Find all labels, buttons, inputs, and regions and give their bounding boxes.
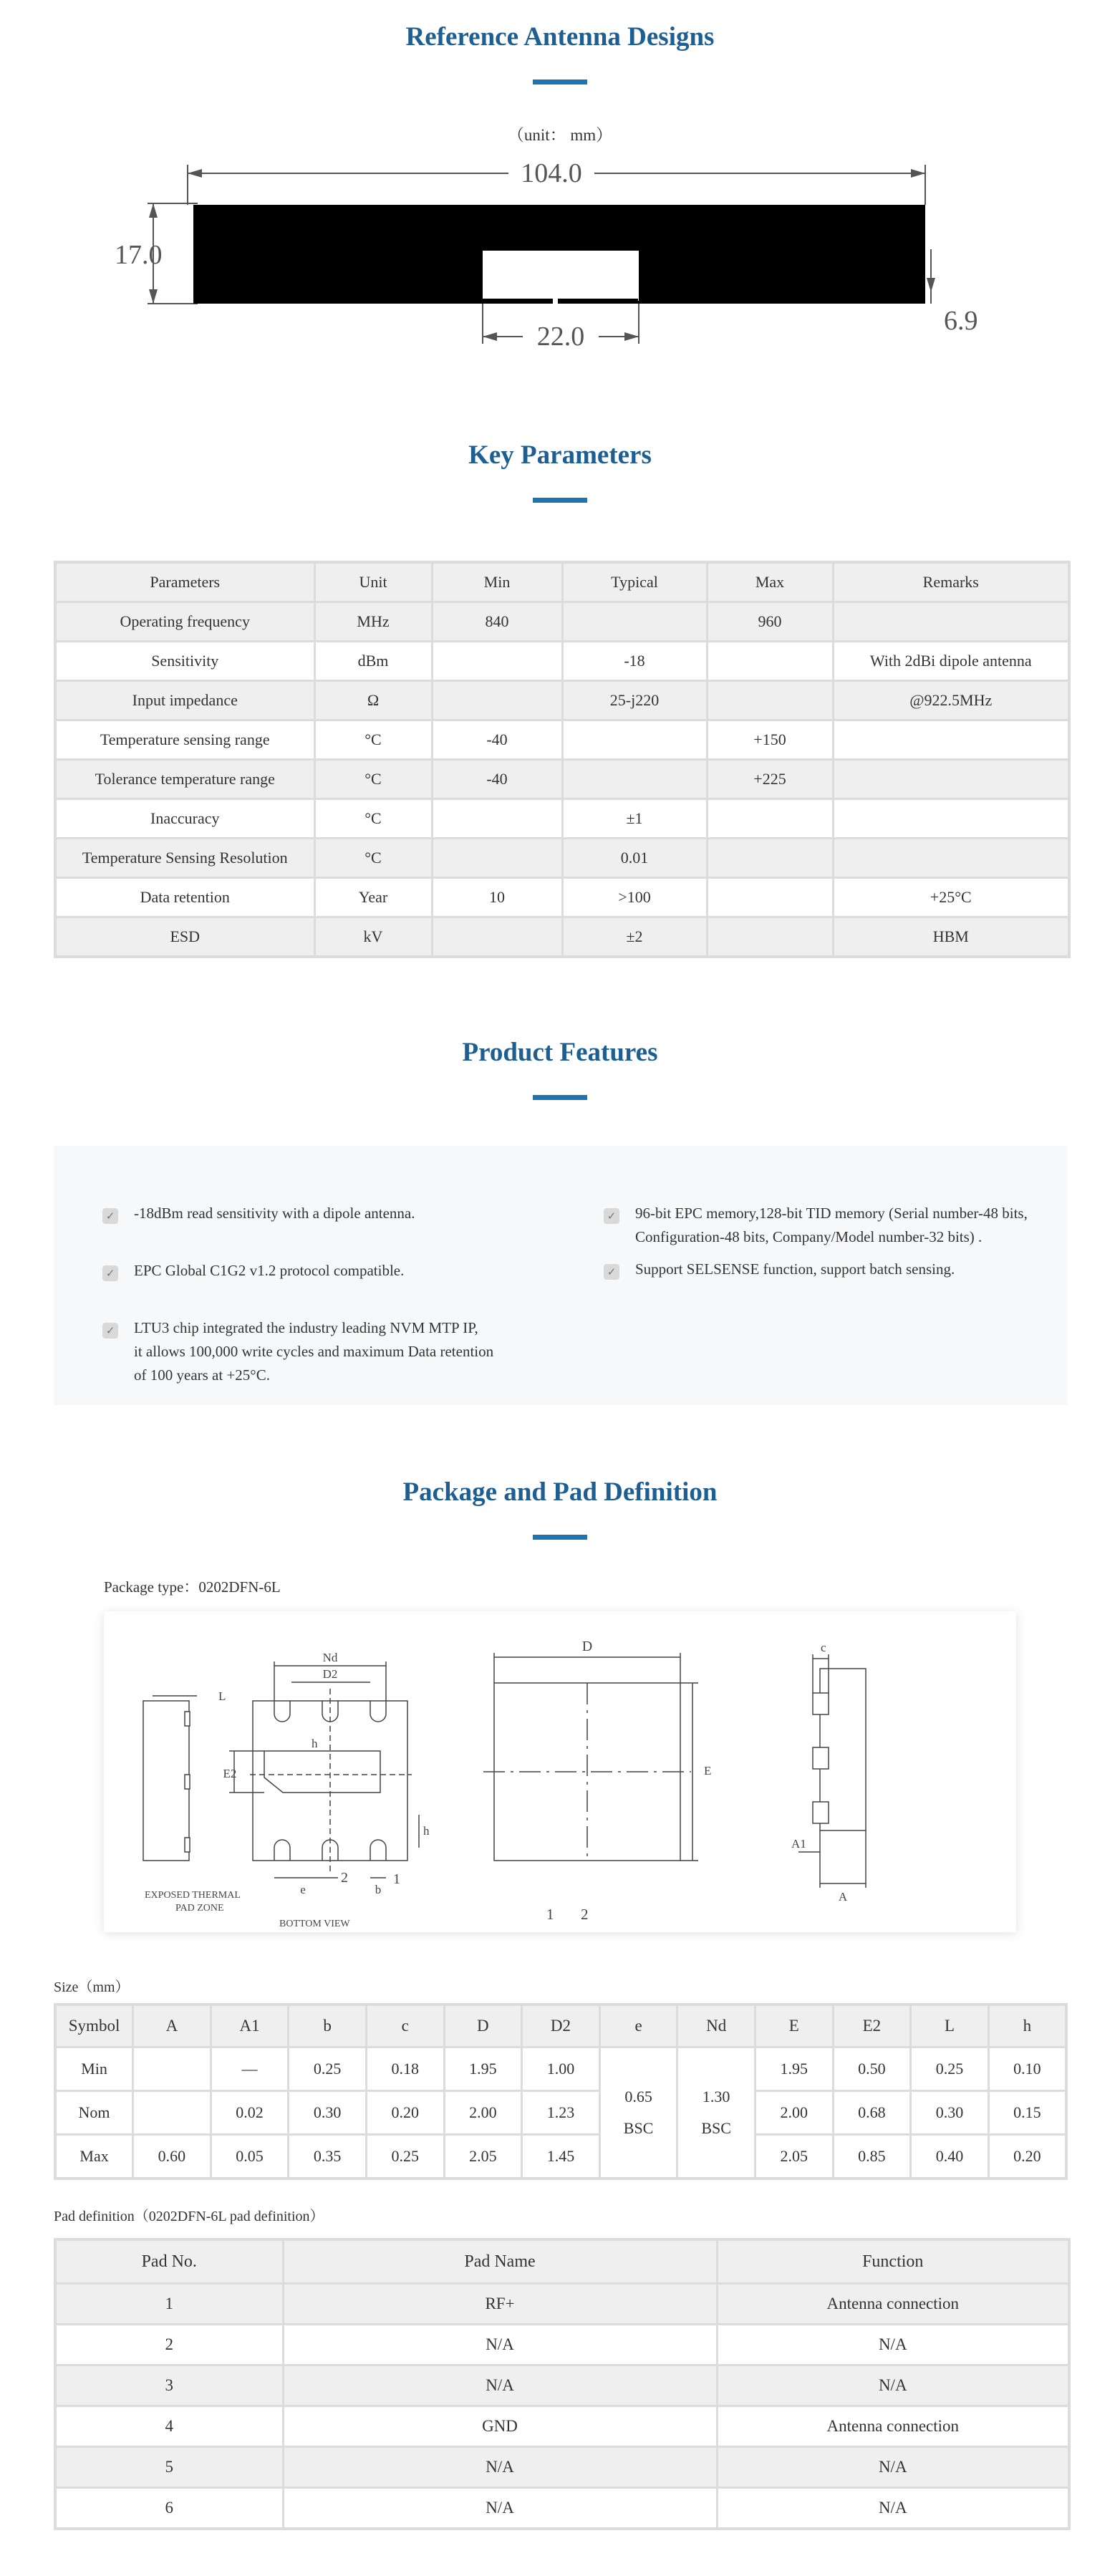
label-e-big: E: [704, 1764, 712, 1777]
table-cell: [833, 760, 1069, 799]
table-cell: Antenna connection: [717, 2284, 1069, 2325]
table-cell: [707, 799, 833, 839]
table-cell: 0.15: [988, 2091, 1066, 2135]
label-l: L: [218, 1689, 226, 1703]
label-b: b: [375, 1883, 382, 1896]
table-cell: [707, 878, 833, 917]
table-cell: °C: [314, 839, 432, 878]
table-cell: kV: [314, 917, 432, 957]
table-cell: 1.45: [522, 2135, 600, 2179]
table-row: [55, 2047, 1066, 2091]
col-header: Max: [707, 562, 833, 602]
size-caption: Size（mm）: [54, 1979, 130, 1995]
table-cell: Tolerance temperature range: [55, 760, 314, 799]
col-header: b: [289, 2005, 367, 2047]
table-cell: °C: [314, 799, 432, 839]
table-row: [55, 2135, 1066, 2179]
table-cell: -40: [432, 760, 562, 799]
feature-text: it allows 100,000 write cycles and maximum Data retention: [134, 1343, 494, 1360]
table-cell: [562, 720, 707, 760]
table-row: [55, 2325, 1069, 2365]
table-cell: ±2: [562, 917, 707, 957]
label-h: h: [312, 1737, 318, 1750]
table-cell: With 2dBi dipole antenna: [833, 642, 1069, 681]
table-cell: [833, 720, 1069, 760]
table-cell: 0.40: [911, 2135, 989, 2179]
table-cell: [432, 642, 562, 681]
antenna-title-underline: [533, 79, 587, 85]
table-cell: —: [211, 2047, 289, 2091]
label-nd: Nd: [322, 1651, 338, 1664]
dim-gap-label: 6.9: [944, 306, 978, 336]
col-header: Parameters: [55, 562, 314, 602]
table-cell: N/A: [283, 2365, 717, 2406]
antenna-slot: [483, 251, 639, 301]
table-cell: Min: [55, 2047, 133, 2091]
table-cell: 2.05: [444, 2135, 522, 2179]
table-cell: N/A: [717, 2365, 1069, 2406]
table-row: [55, 2406, 1069, 2447]
col-header: E: [755, 2005, 833, 2047]
check-icon: ✓: [102, 1265, 118, 1281]
table-cell: 5: [55, 2447, 283, 2488]
label-d: D: [581, 1639, 593, 1654]
table-cell: 0.20: [366, 2091, 444, 2135]
table-row: [55, 2365, 1069, 2406]
feature-text: Configuration-48 bits, Company/Model number-32 bits) .: [635, 1228, 983, 1245]
table-cell: 4: [55, 2406, 283, 2447]
table-cell: N/A: [717, 2447, 1069, 2488]
label-a: A: [838, 1890, 848, 1904]
features-panel: [54, 1146, 1068, 1405]
table-row: [55, 602, 1069, 642]
table-cell: dBm: [314, 642, 432, 681]
col-header: L: [911, 2005, 989, 2047]
table-cell: Max: [55, 2135, 133, 2179]
table-cell: Sensitivity: [55, 642, 314, 681]
col-header: D2: [522, 2005, 600, 2047]
table-row: [55, 799, 1069, 839]
table-cell: 0.50: [833, 2047, 911, 2091]
package-drawing: [104, 1611, 1016, 1932]
table-cell: Inaccuracy: [55, 799, 314, 839]
table-cell: 0.68: [833, 2091, 911, 2135]
table-cell: 960: [707, 602, 833, 642]
features-title-underline: [533, 1095, 587, 1100]
table-row: [55, 681, 1069, 720]
col-header: Symbol: [55, 2005, 133, 2047]
table-cell: ±1: [562, 799, 707, 839]
key-params-title: Key Parameters: [468, 440, 652, 470]
table-cell: 0.30: [911, 2091, 989, 2135]
col-header: h: [988, 2005, 1066, 2047]
check-icon: ✓: [102, 1208, 118, 1224]
table-cell: 2.00: [755, 2091, 833, 2135]
table-cell: [432, 681, 562, 720]
e-note: BSC: [623, 2119, 654, 2137]
col-header: A: [133, 2005, 211, 2047]
table-cell: [432, 839, 562, 878]
table-cell: +25°C: [833, 878, 1069, 917]
table-cell: 0.30: [289, 2091, 367, 2135]
antenna-unit-note: （unit： mm）: [507, 126, 613, 144]
table-cell: [562, 760, 707, 799]
table-cell: 0.01: [562, 839, 707, 878]
label-c: c: [821, 1641, 826, 1654]
col-header: e: [599, 2005, 677, 2047]
table-cell: Year: [314, 878, 432, 917]
table-cell: 840: [432, 602, 562, 642]
col-header: Nd: [677, 2005, 755, 2047]
table-cell: 0.85: [833, 2135, 911, 2179]
table-cell: RF+: [283, 2284, 717, 2325]
table-cell: 1: [55, 2284, 283, 2325]
table-cell: Data retention: [55, 878, 314, 917]
table-cell: Ω: [314, 681, 432, 720]
package-type: Package type：0202DFN-6L: [104, 1578, 281, 1596]
col-header: A1: [211, 2005, 289, 2047]
table-cell: ESD: [55, 917, 314, 957]
package-title: Package and Pad Definition: [402, 1477, 718, 1507]
table-cell: [833, 602, 1069, 642]
feature-text: LTU3 chip integrated the industry leading NVM MTP IP,: [134, 1319, 478, 1336]
feature-text: -18dBm read sensitivity with a dipole antenna.: [134, 1205, 415, 1222]
label-e2: E2: [223, 1767, 237, 1780]
table-cell: 3: [55, 2365, 283, 2406]
feature-text: 96-bit EPC memory,128-bit TID memory (Serial number-48 bits,: [635, 1205, 1028, 1222]
table-cell: [562, 602, 707, 642]
pad-caption: Pad definition（0202DFN-6L pad definition）: [54, 2209, 324, 2224]
feature-text: Support SELSENSE function, support batch sensing.: [635, 1260, 955, 1278]
table-cell: >100: [562, 878, 707, 917]
table-cell: [133, 2091, 211, 2135]
table-cell: 2.00: [444, 2091, 522, 2135]
table-row: [55, 2447, 1069, 2488]
table-cell: N/A: [717, 2325, 1069, 2365]
table-cell: 0.25: [289, 2047, 367, 2091]
table-cell: N/A: [283, 2488, 717, 2529]
table-cell: 6: [55, 2488, 283, 2529]
table-cell: +150: [707, 720, 833, 760]
table-cell: 0.35: [289, 2135, 367, 2179]
table-row: [55, 2091, 1066, 2135]
table-cell: °C: [314, 760, 432, 799]
table-cell: Temperature Sensing Resolution: [55, 839, 314, 878]
label-bottom-view: BOTTOM VIEW: [279, 1919, 350, 1929]
table-cell: [707, 839, 833, 878]
table-cell: N/A: [283, 2447, 717, 2488]
table-cell: [707, 642, 833, 681]
package-title-underline: [533, 1535, 587, 1540]
col-header: Unit: [314, 562, 432, 602]
table-cell: [707, 681, 833, 720]
table-cell: 2: [55, 2325, 283, 2365]
label-d2: D2: [322, 1667, 338, 1681]
table-cell: 1.95: [755, 2047, 833, 2091]
table-cell: @922.5MHz: [833, 681, 1069, 720]
dim-height-label: 17.0: [115, 240, 163, 270]
pad-definition-table: [54, 2238, 1071, 2530]
col-header: Pad No.: [55, 2239, 283, 2284]
feature-text: of 100 years at +25°C.: [134, 1366, 270, 1384]
table-cell: 10: [432, 878, 562, 917]
table-cell: [432, 799, 562, 839]
col-header: D: [444, 2005, 522, 2047]
table-cell: 0.05: [211, 2135, 289, 2179]
check-icon: ✓: [102, 1323, 118, 1338]
label-pin-2: 2: [341, 1870, 348, 1886]
table-cell: 2.05: [755, 2135, 833, 2179]
label-exposed-1: EXPOSED THERMAL: [145, 1890, 241, 1901]
table-header-row: [55, 2239, 1069, 2284]
table-cell: 1.23: [522, 2091, 600, 2135]
size-table: [54, 2003, 1068, 2180]
table-cell: 0.25: [366, 2135, 444, 2179]
dim-slot-label: 22.0: [536, 322, 585, 352]
table-cell: °C: [314, 720, 432, 760]
col-header: Function: [717, 2239, 1069, 2284]
table-header-row: [55, 2005, 1066, 2047]
table-cell: GND: [283, 2406, 717, 2447]
label-a1: A1: [791, 1837, 806, 1851]
table-cell: [833, 839, 1069, 878]
antenna-title: Reference Antenna Designs: [405, 22, 715, 52]
feature-text: EPC Global C1G2 v1.2 protocol compatible.: [134, 1262, 405, 1279]
table-cell: 0.10: [988, 2047, 1066, 2091]
nd-note: BSC: [701, 2119, 731, 2137]
table-cell: N/A: [283, 2325, 717, 2365]
e-value: 0.65: [624, 2088, 652, 2105]
antenna-drawing: [107, 156, 1010, 364]
key-parameters-table: [54, 561, 1071, 958]
table-row: [55, 2488, 1069, 2529]
table-cell: Antenna connection: [717, 2406, 1069, 2447]
col-header: E2: [833, 2005, 911, 2047]
table-cell: 1.00: [522, 2047, 600, 2091]
table-cell: -40: [432, 720, 562, 760]
table-cell: 0.02: [211, 2091, 289, 2135]
col-header: Min: [432, 562, 562, 602]
table-cell: 25-j220: [562, 681, 707, 720]
label-top-pin-2: 2: [581, 1906, 589, 1923]
table-cell: 0.60: [133, 2135, 211, 2179]
table-row: [55, 917, 1069, 957]
table-cell: Temperature sensing range: [55, 720, 314, 760]
table-cell: Input impedance: [55, 681, 314, 720]
table-row: [55, 878, 1069, 917]
table-cell: MHz: [314, 602, 432, 642]
table-row: [55, 2284, 1069, 2325]
table-cell: 1.95: [444, 2047, 522, 2091]
table-row: [55, 720, 1069, 760]
table-cell: [833, 799, 1069, 839]
table-cell: Nom: [55, 2091, 133, 2135]
table-cell: 0.18: [366, 2047, 444, 2091]
col-header: Pad Name: [283, 2239, 717, 2284]
table-row: [55, 760, 1069, 799]
col-header: Remarks: [833, 562, 1069, 602]
label-h-side: h: [423, 1824, 430, 1838]
col-header: Typical: [562, 562, 707, 602]
table-cell: [432, 917, 562, 957]
package-drawing-card: [104, 1611, 1016, 1932]
table-cell: +225: [707, 760, 833, 799]
table-cell: HBM: [833, 917, 1069, 957]
table-cell: [707, 917, 833, 957]
table-cell: 0.20: [988, 2135, 1066, 2179]
label-exposed-2: PAD ZONE: [175, 1903, 224, 1914]
table-row: [55, 642, 1069, 681]
table-cell: 0.25: [911, 2047, 989, 2091]
table-row: [55, 839, 1069, 878]
table-cell: -18: [562, 642, 707, 681]
col-header: c: [366, 2005, 444, 2047]
label-e: e: [300, 1883, 306, 1896]
label-pin-1: 1: [393, 1871, 400, 1887]
label-top-pin-1: 1: [546, 1906, 554, 1923]
nd-value: 1.30: [702, 2088, 730, 2105]
check-icon: ✓: [604, 1208, 619, 1224]
table-cell-nd: [677, 2047, 755, 2179]
table-header-row: [55, 562, 1069, 602]
dim-length-label: 104.0: [521, 158, 582, 188]
check-icon: ✓: [604, 1264, 619, 1280]
table-cell: Operating frequency: [55, 602, 314, 642]
table-cell: N/A: [717, 2488, 1069, 2529]
table-cell: [133, 2047, 211, 2091]
table-cell-e: [599, 2047, 677, 2179]
key-params-title-underline: [533, 498, 587, 503]
features-title: Product Features: [462, 1038, 658, 1067]
